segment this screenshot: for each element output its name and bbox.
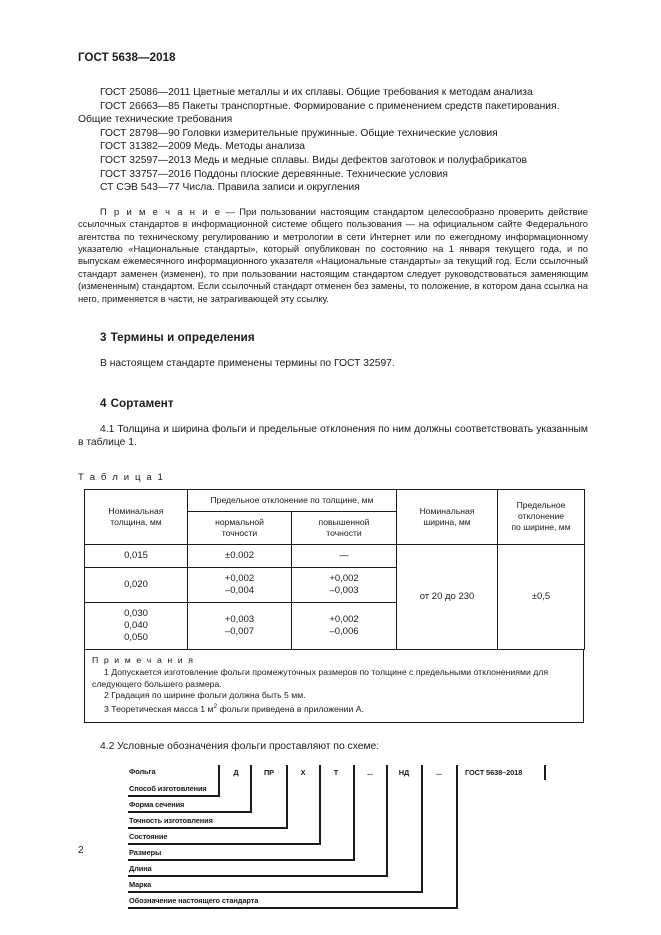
cell-line: ±0.002: [225, 549, 254, 561]
cell-nominal-width: от 20 до 230: [397, 544, 498, 649]
section-number: 3: [100, 331, 107, 344]
cell-raised-deviation: [292, 567, 397, 602]
table-notes-block: [84, 650, 584, 723]
tolerance-table: [84, 489, 585, 650]
scheme-label-grade: Марка: [129, 880, 152, 890]
cell-width-tolerance: ±0,5: [498, 544, 585, 649]
scheme-token-5: НД: [398, 768, 410, 778]
scheme-token-7: ГОСТ 5638–2018: [465, 768, 523, 778]
scheme-label-manufacturing-accuracy: Точность изготовления: [129, 816, 213, 826]
clause-4-1-paragraph: 4.1 Толщина и ширина фольги и предельные отклонения по ним должны соответствовать указанным в таблице 1.: [78, 423, 588, 449]
note-label: П р и м е ч а н и е: [100, 205, 222, 217]
scheme-label-manufacturing-method: Способ изготовления: [129, 784, 207, 794]
table-body: [85, 544, 585, 649]
scheme-token-3: Т: [333, 768, 339, 778]
scheme-label-standard-designation: Обозначение настоящего стандарта: [129, 896, 259, 906]
cell-line: 0,020: [124, 578, 148, 590]
section-number: 4: [100, 396, 107, 410]
cell-line: +0,002: [224, 572, 255, 584]
cell-thickness: [85, 544, 188, 567]
scheme-token-1: ПР: [263, 768, 275, 778]
scheme-sep-0: [218, 765, 220, 780]
section-heading-4: [100, 397, 588, 410]
th-line-1: нормальной: [215, 516, 264, 527]
scheme-sep-4: [353, 765, 355, 780]
th-nominal-width: [397, 489, 498, 544]
note3-suffix: фольги приведена в приложении А.: [217, 704, 365, 715]
scheme-rule-2: [128, 827, 288, 829]
scheme-sep-6: [421, 765, 423, 780]
cell-raised-deviation: [292, 602, 397, 649]
scheme-drop-5: [386, 780, 388, 875]
th-raised-accuracy: [292, 511, 397, 544]
cell-line: –0,007: [224, 625, 255, 637]
section-title: Термины и определения: [110, 331, 255, 344]
cell-normal-deviation: [188, 544, 292, 567]
primechanie-note: [78, 206, 588, 305]
cell-line: 0,040: [124, 619, 148, 631]
table-row: [85, 544, 585, 567]
th-line-2: ширина, мм: [423, 516, 471, 527]
scheme-rule-5: [128, 875, 388, 877]
clause-4-2-paragraph: 4.2 Условные обозначения фольги проставляют по схеме:: [100, 740, 380, 752]
table-header-row-1: [85, 489, 585, 511]
scheme-rule-7: [128, 907, 458, 909]
scheme-rule-0: [128, 795, 220, 797]
scheme-rule-1: [128, 811, 252, 813]
note-dash: —: [221, 205, 240, 217]
designation-scheme-diagram: [128, 765, 546, 907]
scheme-label-length: Длина: [129, 864, 152, 874]
note3-prefix: 3 Теоретическая масса 1 м: [104, 704, 214, 715]
scheme-drop-3: [319, 780, 321, 843]
document-header-title: ГОСТ 5638—2018: [78, 52, 176, 64]
note3-superscript: 2: [213, 703, 218, 711]
section-heading-3: [100, 331, 588, 344]
scheme-sep-1: [250, 765, 252, 780]
reference-item: ГОСТ 26663—85 Пакеты транспортные. Формирование с применением средств пакетирования.: [100, 100, 560, 112]
reference-item: ГОСТ 33757—2016 Поддоны плоские деревянные. Технические условия: [100, 168, 449, 180]
th-line-1: Номинальная: [108, 505, 164, 516]
th-line-2: толщина, мм: [110, 516, 162, 527]
table-note-item: 1 Допускается изготовление фольги промежуточных размеров по толщине с предельными отклонениями для следующего большего размера.: [92, 667, 549, 689]
scheme-sep-3: [319, 765, 321, 780]
table-head: [85, 489, 585, 544]
cell-line: 0,015: [124, 549, 148, 561]
th-width-deviation: [498, 489, 585, 544]
th-nominal-thickness: [85, 489, 188, 544]
scheme-rule-6: [128, 891, 423, 893]
scheme-label-dimensions: Размеры: [129, 848, 162, 858]
cell-line: —: [339, 549, 349, 561]
th-normal-accuracy: [188, 511, 292, 544]
scheme-sep-8: [544, 765, 546, 780]
th-line-1: Предельное отклонение: [516, 500, 566, 522]
th-thickness-deviation-group: Предельное отклонение по толщине, мм: [188, 489, 397, 511]
cell-normal-deviation: [188, 602, 292, 649]
normative-references-list: [78, 86, 588, 195]
reference-item-continuation: Общие технические требования: [78, 114, 233, 126]
cell-line: +0,002: [329, 572, 359, 584]
table-notes-title: П р и м е ч а н и я: [92, 654, 195, 665]
scheme-sep-7: [456, 765, 458, 780]
scheme-rule-3: [128, 843, 321, 845]
reference-item: ГОСТ 28798—90 Головки измерительные пружинные. Общие технические условия: [100, 127, 498, 139]
cell-normal-deviation: [188, 567, 292, 602]
cell-raised-deviation: [292, 544, 397, 567]
scheme-token-6: ...: [436, 768, 442, 778]
cell-line: –0,004: [224, 584, 255, 596]
scheme-label-section-shape: Форма сечения: [129, 800, 185, 810]
scheme-token-0: Д: [233, 768, 239, 778]
th-line-1: повышенной: [318, 516, 370, 527]
cell-line: +0,002: [329, 613, 359, 625]
cell-line: +0,003: [224, 613, 255, 625]
page-content: [78, 52, 588, 907]
scheme-drop-0: [218, 780, 220, 795]
scheme-token-2: Х: [300, 768, 306, 778]
scheme-drop-2: [286, 780, 288, 827]
th-line-1: Номинальная: [419, 505, 475, 516]
scheme-sep-5: [386, 765, 388, 780]
scheme-rule-4: [128, 859, 355, 861]
note-text: При пользовании настоящим стандартом целесообразно проверить действие ссылочных стандартов в информационной системе общего пользования — на официальном сайте Федерального агентства по техническому регулированию и метрологии в сети Интернет или по ежегодному информационному указателю «Национальные стандарты», который опубликован по состоянию на 1 января текущего года, и по выпускам ежемесячного информационного указателя «Национальные стандарты» за текущий год. Если ссылочный стандарт заменен (изменен), то при пользовании настоящим стандартом следует руководствоваться заменяющим (измененным) стандартом. Если ссылочный стандарт отменен без замены, то положение, в котором дана ссылка на него, применяется в части, не затрагивающей эту ссылку.: [78, 205, 588, 304]
section3-paragraph: В настоящем стандарте применены термины по ГОСТ 32597.: [100, 358, 395, 369]
th-line-2: по ширине, мм: [511, 522, 571, 533]
scheme-label-condition: Состояние: [129, 832, 168, 842]
table-caption: Т а б л и ц а 1: [78, 471, 165, 483]
reference-item: ГОСТ 25086—2011 Цветные металлы и их сплавы. Общие требования к методам анализа: [100, 87, 533, 98]
reference-item: ГОСТ 32597—2013 Медь и медные сплавы. Виды дефектов заготовок и полуфабрикатов: [100, 154, 527, 166]
cell-line: 0,030: [124, 607, 148, 619]
scheme-drop-1: [250, 780, 252, 811]
cell-thickness: [85, 567, 188, 602]
scheme-drop-4: [353, 780, 355, 859]
cell-line: –0,003: [329, 584, 359, 596]
reference-item: СТ СЭВ 543—77 Числа. Правила записи и округления: [100, 182, 360, 194]
th-line-2: точности: [326, 527, 362, 538]
th-line-2: точности: [221, 527, 258, 538]
scheme-token-4: ...: [367, 768, 373, 778]
reference-item: ГОСТ 31382—2009 Медь. Методы анализа: [100, 141, 306, 153]
scheme-lead-label: Фольга: [129, 767, 156, 777]
section-title: Сортамент: [110, 396, 174, 410]
cell-thickness: [85, 602, 188, 649]
scheme-drop-7: [456, 780, 458, 907]
cell-line: 0,050: [124, 631, 148, 643]
page-number: 2: [78, 845, 84, 856]
cell-line: –0,006: [329, 625, 359, 637]
scheme-sep-2: [286, 765, 288, 780]
table-note-item: [92, 701, 576, 715]
table-note-item: 2 Градация по ширине фольги должна быть 5 мм.: [104, 690, 306, 700]
scheme-drop-6: [421, 780, 423, 891]
